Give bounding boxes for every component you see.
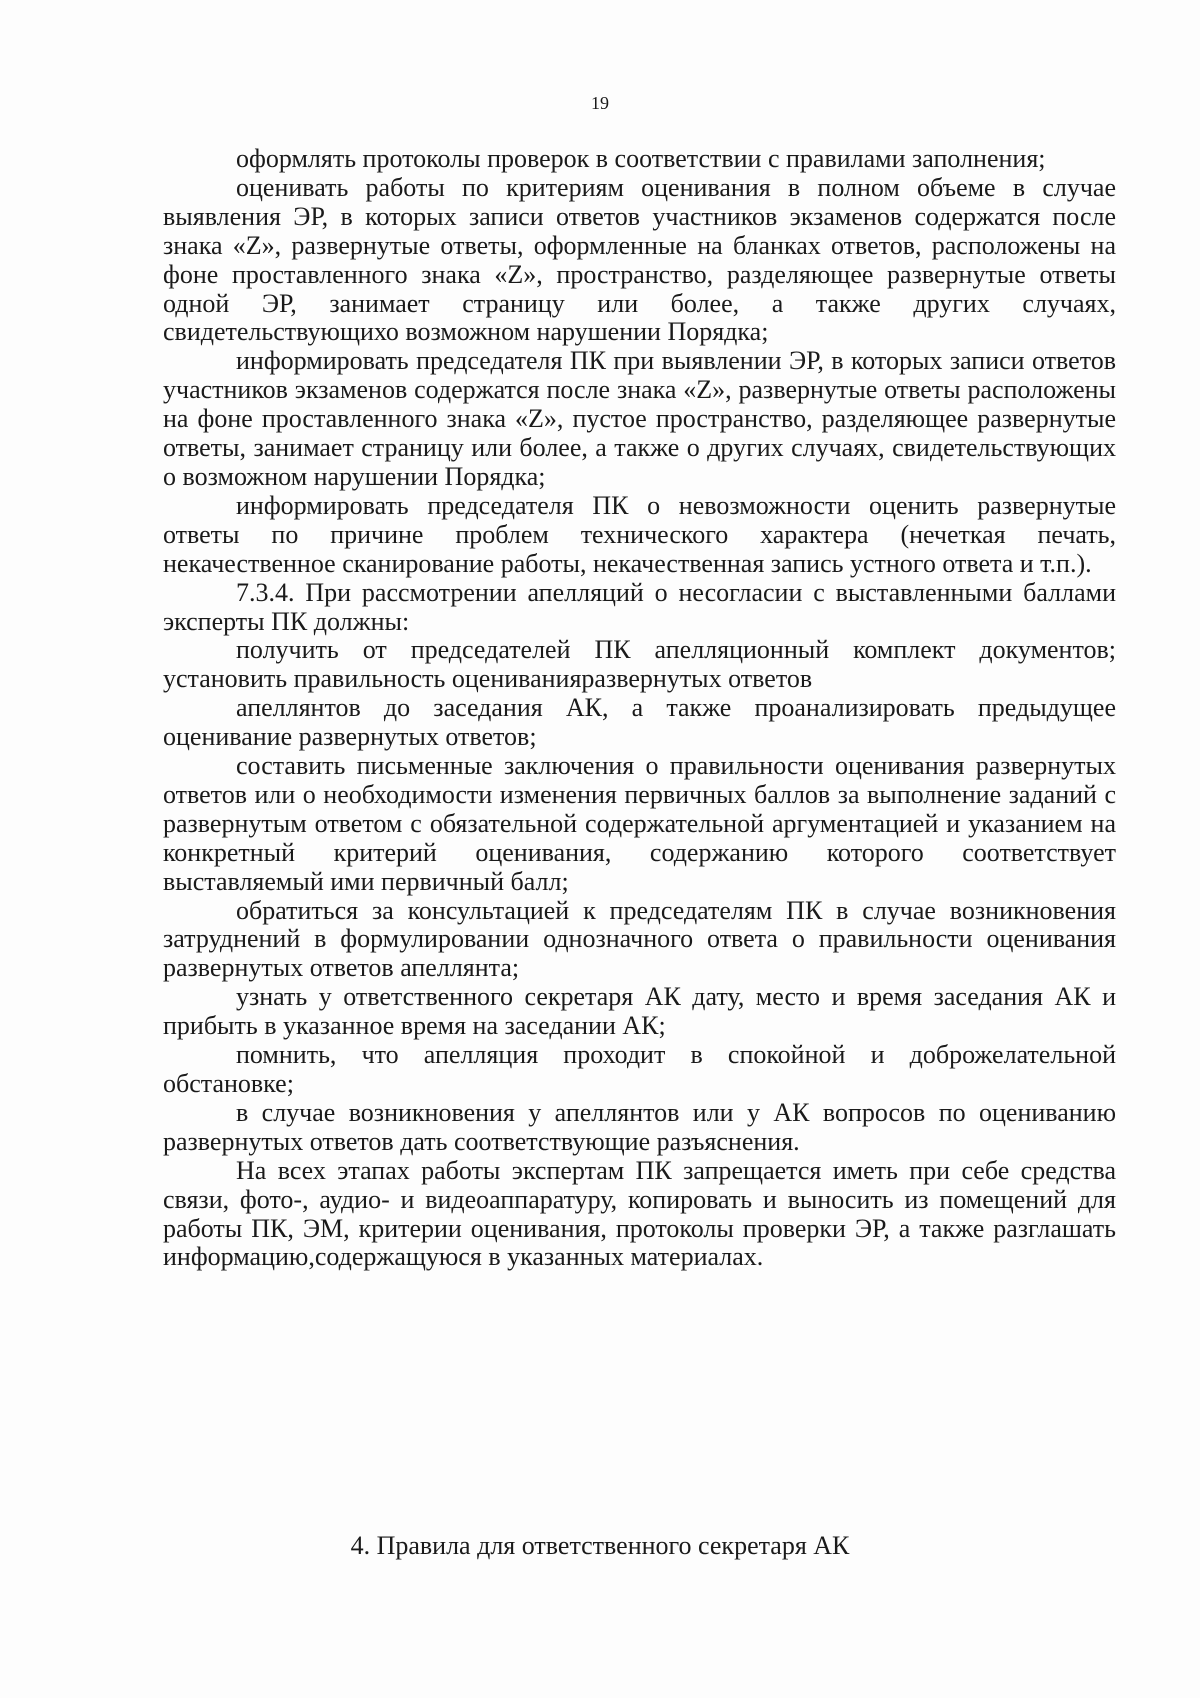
paragraph: узнать у ответственного секретаря АК дату, место и время заседания АК и прибыть в указанное время на заседании АК; (163, 982, 1116, 1041)
page-number: 19 (591, 93, 609, 113)
paragraph: обратиться за консультацией к председателям ПК в случае возникновения затруднений в формулировании однозначного ответа о правильности оценивания развернутых ответов апеллянта; (163, 895, 1116, 983)
paragraph: информировать председателя ПК при выявлении ЭР, в которых записи ответов участников экзаменов содержатся после знака «Z», развернутые ответы расположены на фоне проставленного знака «Z», пустое пространство, разделяющее развернутые ответы, занимает страницу или более, а также о других случаях, свидетельствующих о возможном нарушении Порядка; (163, 346, 1116, 491)
paragraph: в случае возникновения у апеллянтов или у АК вопросов по оцениванию развернутых ответов дать соответствующие разъяснения. (163, 1097, 1116, 1156)
paragraph: оформлять протоколы проверок в соответствии с правилами заполнения; (236, 144, 1046, 173)
page-body (163, 145, 1116, 1272)
paragraph: апеллянтов до заседания АК, а также проанализировать предыдущее оценивание развернутых ответов; (163, 693, 1116, 752)
paragraph: получить от председателей ПК апелляционный комплект документов; установить правильность оцениванияразвернутых ответов (163, 635, 1116, 694)
paragraph: составить письменные заключения о правильности оценивания развернутых ответов или о необходимости изменения первичных баллов за выполнение заданий с развернутым ответом с обязательной содержательной аргументацией и указанием на конкретный критерий оценивания, содержанию которого соответствует выставляемый ими первичный балл; (163, 751, 1116, 896)
paragraph: помнить, что апелляция проходит в спокойной и доброжелательной обстановке; (163, 1040, 1116, 1098)
paragraph: На всех этапах работы экспертам ПК запрещается иметь при себе средства связи, фото-, аудио- и видеоаппаратуру, копировать и выносить из помещений для работы ПК, ЭМ, критерии оценивания, протоколы проверки ЭР, а также разглашать информацию,содержащуюся в указанных материалах. (163, 1155, 1116, 1272)
section-heading: 4. Правила для ответственного секретаря АК (350, 1531, 850, 1560)
paragraph: информировать председателя ПК о невозможности оценить развернутые ответы по причине проблем технического характера (нечеткая печать, некачественное сканирование работы, некачественная запись устного ответа и т.п.). (163, 490, 1116, 578)
paragraph: оценивать работы по критериям оценивания в полном объеме в случае выявления ЭР, в которых записи ответов участников экзаменов содержатся после знака «Z», развернутые ответы, оформленные на бланках ответов, расположены на фоне проставленного знака «Z», пространство, разделяющее развернутые ответы одной ЭР, занимает страницу или более, а также других случаях, свидетельствующихо возможном нарушении Порядка; (163, 172, 1116, 347)
paragraph: 7.3.4. При рассмотрении апелляций о несогласии с выставленными баллами эксперты ПК должны: (163, 577, 1116, 636)
